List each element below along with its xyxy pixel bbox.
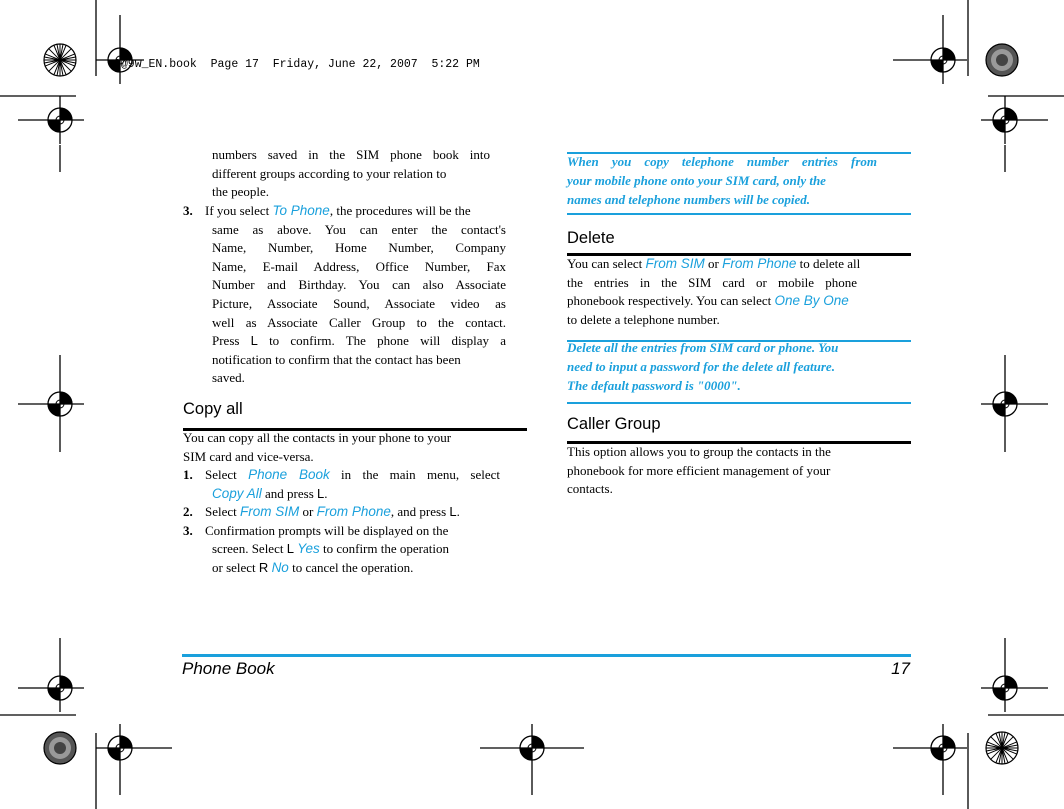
term-from-sim: From SIM	[645, 256, 705, 271]
continuation-paragraph	[212, 146, 490, 202]
term-one-by-one: One By One	[774, 293, 849, 309]
note-delete-password	[567, 339, 887, 395]
text-line: You can copy all the contacts in your phone to your	[183, 430, 452, 445]
text-run: Select	[205, 504, 241, 520]
note-line: your mobile phone onto your SIM card, only the	[567, 172, 826, 188]
text-line: numbers saved in the SIM phone book into	[212, 147, 490, 162]
text-run: .	[456, 504, 460, 520]
left-softkey-icon: L	[449, 504, 457, 520]
text-run: or	[704, 256, 723, 271]
section-heading-copy-all: Copy all	[183, 400, 243, 418]
text-line: the people.	[212, 184, 270, 200]
section-heading-delete: Delete	[567, 229, 615, 247]
delete-paragraph	[567, 255, 893, 329]
footer-section-title: Phone Book	[182, 659, 275, 678]
step-number: 3.	[183, 522, 193, 538]
text-run: or select	[212, 559, 259, 575]
term-from-phone: From Phone	[316, 504, 391, 520]
text-line: different groups according to your relation to	[212, 165, 447, 181]
text-line: Name, E-mail Address, Office Number, Fax	[212, 258, 506, 274]
step-number: 2.	[183, 504, 193, 520]
text-run: You can select	[567, 256, 646, 271]
term-to-phone: To Phone	[272, 203, 330, 218]
text-run: Press	[212, 333, 251, 349]
note-line: When you copy telephone number entries from	[567, 154, 877, 169]
caller-group-paragraph	[567, 443, 893, 499]
text-run: in the main menu, select	[329, 467, 501, 482]
step-number: 3.	[183, 203, 193, 218]
note-line: need to input a password for the delete all feature.	[567, 358, 835, 374]
text-line: to delete a telephone number.	[567, 311, 720, 327]
text-line: contacts.	[567, 481, 613, 497]
note-line: The default password is "0000".	[567, 377, 741, 393]
text-run: or	[299, 504, 317, 520]
text-run: to confirm the operation	[319, 541, 449, 557]
step-3-to-phone	[183, 202, 506, 388]
text-run: Select	[205, 467, 249, 482]
text-run: .	[324, 485, 328, 501]
copy-all-steps	[183, 466, 501, 578]
footer-rule	[182, 654, 911, 657]
left-softkey-icon: L	[286, 541, 294, 557]
text-run: and press	[261, 485, 318, 501]
text-line: Picture, Associate Sound, Associate video as	[212, 295, 506, 311]
text-line: saved.	[212, 370, 245, 386]
text-run: Confirmation prompts will be displayed on the	[205, 522, 449, 538]
text-line: well as Associate Caller Group to the contact.	[212, 314, 506, 330]
term-yes: Yes	[297, 541, 320, 557]
text-line: phonebook for more efficient management of your	[567, 462, 831, 478]
text-line: the entries in the SIM card or mobile phone	[567, 274, 857, 290]
text-line: Number and Birthday. You can also Associate	[212, 277, 506, 293]
text-run: to delete all	[796, 256, 861, 271]
text-line: SIM card and vice-versa.	[183, 448, 314, 464]
text-run: , the procedures will be the	[329, 203, 471, 218]
text-run: screen. Select	[212, 541, 287, 557]
term-from-phone: From Phone	[722, 256, 797, 271]
term-copy-all: Copy All	[212, 485, 262, 501]
text-line: same as above. You can enter the contact's	[212, 221, 506, 237]
note-rule-bottom	[567, 213, 911, 215]
note-line: Delete all the entries from SIM card or phone. You	[567, 340, 839, 355]
section-heading-caller-group: Caller Group	[567, 415, 661, 433]
text-line: Name, Number, Home Number, Company	[212, 240, 506, 256]
step-number: 1.	[183, 467, 193, 482]
term-from-sim: From SIM	[240, 504, 300, 520]
term-no: No	[271, 559, 289, 575]
text-line: This option allows you to group the contacts in the	[567, 444, 831, 459]
text-run: , and press	[390, 504, 450, 520]
text-run: to cancel the operation.	[288, 559, 414, 575]
text-run: to confirm. The phone will display a	[257, 333, 506, 349]
page-number: 17	[891, 659, 910, 678]
book-header-line: 9@9w_EN.book Page 17 Friday, June 22, 2007 5:22 PM	[114, 58, 480, 71]
text-run: If you select	[205, 203, 273, 218]
note-rule-bottom	[567, 402, 911, 404]
right-softkey-icon: R	[258, 559, 269, 575]
term-phone-book: Phone Book	[248, 467, 330, 482]
copy-all-intro	[183, 429, 503, 466]
text-run: phonebook respectively. You can select	[567, 293, 775, 309]
text-line: notification to confirm that the contact has been	[212, 351, 461, 367]
left-softkey-icon: L	[250, 333, 258, 349]
note-line: names and telephone numbers will be copied.	[567, 191, 811, 207]
left-softkey-icon: L	[317, 485, 325, 501]
note-copy-sim	[567, 153, 877, 209]
